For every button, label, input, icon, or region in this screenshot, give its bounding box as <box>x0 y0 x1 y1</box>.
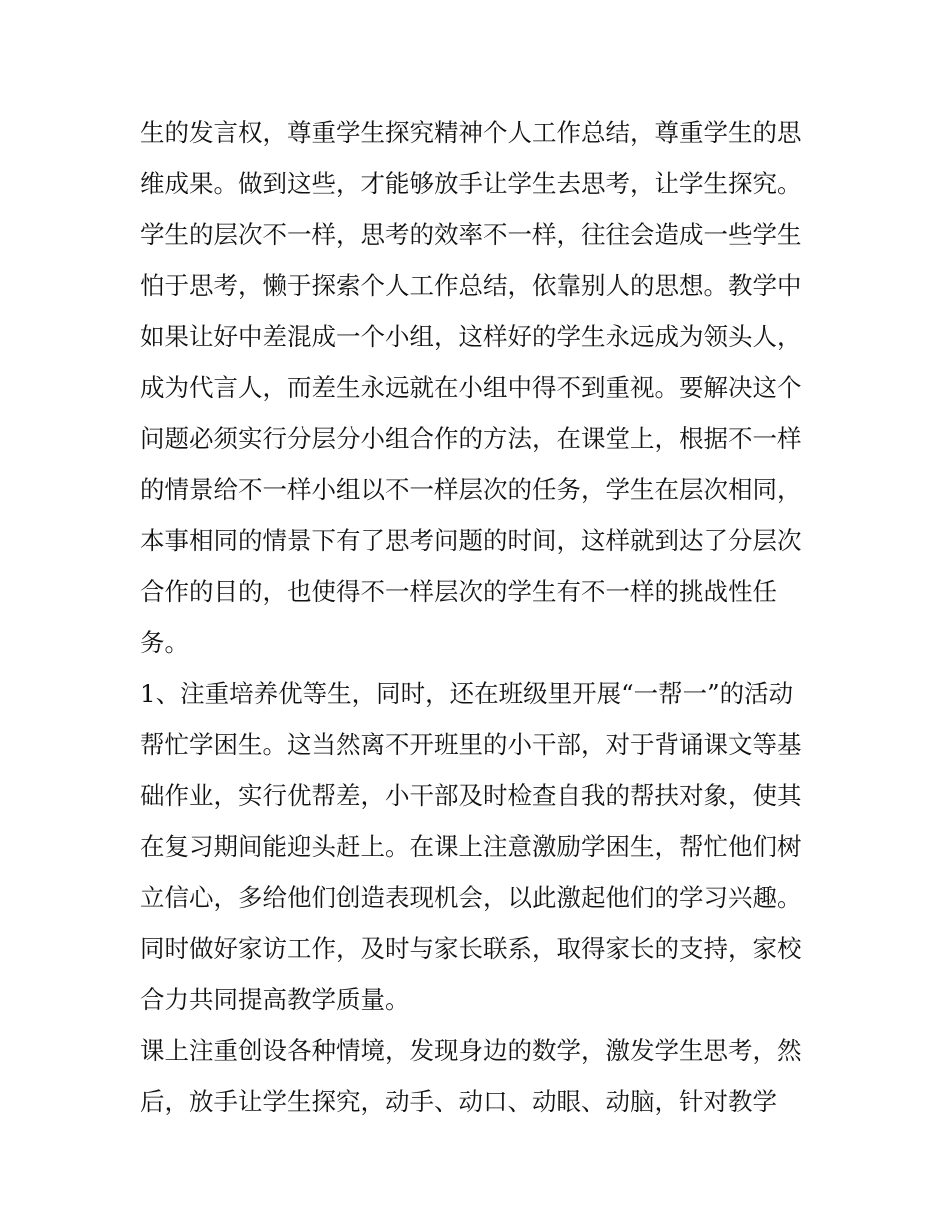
text-line: 本事相同的情景下有了思考问题的时间，这样就到达了分层次 <box>140 526 802 555</box>
text-line: 维成果。做到这些，才能够放手让学生去思考，让学生探究。 <box>140 169 802 198</box>
text-line: 务。 <box>140 628 189 657</box>
text-line: 学生的层次不一样，思考的效率不一样，往往会造成一些学生 <box>140 220 802 249</box>
text-line: 课上注重创设各种情境，发现身边的数学，激发学生思考，然 <box>140 1036 802 1065</box>
text-line: 后，放手让学生探究，动手、动口、动眼、动脑，针对教学 <box>140 1087 777 1116</box>
text-line: 合力共同提高教学质量。 <box>140 985 410 1014</box>
text-line: 1、注重培养优等生，同时，还在班级里开展“一帮一”的活动 <box>140 679 794 708</box>
text-line: 在复习期间能迎头赶上。在课上注意激励学困生，帮忙他们树 <box>140 832 802 861</box>
document-body-text <box>140 107 820 1127</box>
text-line: 同时做好家访工作，及时与家长联系，取得家长的支持，家校 <box>140 934 802 963</box>
text-line: 立信心，多给他们创造表现机会，以此激起他们的学习兴趣。 <box>140 883 802 912</box>
text-line: 如果让好中差混成一个小组，这样好的学生永远成为领头人， <box>140 322 802 351</box>
text-line: 生的发言权，尊重学生探究精神个人工作总结，尊重学生的思 <box>140 118 802 147</box>
text-line: 合作的目的，也使得不一样层次的学生有不一样的挑战性任 <box>140 577 777 606</box>
text-line: 怕于思考，懒于探索个人工作总结，依靠别人的思想。教学中 <box>140 271 802 300</box>
text-line: 成为代言人，而差生永远就在小组中得不到重视。要解决这个 <box>140 373 802 402</box>
text-line: 础作业，实行优帮差，小干部及时检查自我的帮扶对象，使其 <box>140 781 802 810</box>
text-line: 的情景给不一样小组以不一样层次的任务，学生在层次相同， <box>140 475 802 504</box>
text-line: 问题必须实行分层分小组合作的方法，在课堂上，根据不一样 <box>140 424 802 453</box>
text-line: 帮忙学困生。这当然离不开班里的小干部，对于背诵课文等基 <box>140 730 802 759</box>
